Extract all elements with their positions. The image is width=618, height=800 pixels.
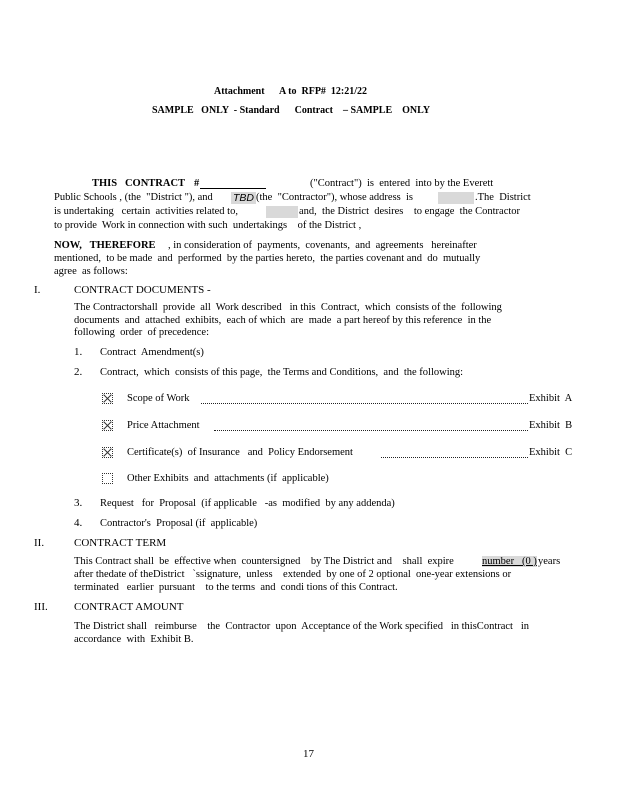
section-3-title: CONTRACT AMOUNT (74, 601, 184, 613)
certificate-insurance-checkbox[interactable] (102, 447, 113, 458)
exhibit-a-ref: Exhibit A (529, 393, 573, 404)
exhibit-c-ref: Exhibit C (529, 447, 573, 458)
section-2-number: II. (34, 537, 45, 549)
exhibit-b-ref: Exhibit B (529, 420, 573, 431)
other-exhibits-checkbox[interactable] (102, 473, 113, 484)
intro-line-2c: .The District (475, 192, 531, 203)
exhibit-c-leader (381, 456, 528, 458)
exhibit-b-leader (214, 429, 528, 431)
section-2-title: CONTRACT TERM (74, 537, 167, 549)
item-4-number: 4. (74, 517, 83, 529)
intro-line-3a: is undertaking certain activities related to, (54, 206, 238, 217)
now-therefore-line-3: agree as follows: (54, 266, 128, 277)
section-2-line-2: after thedate of theDistrict `ssignature, unless extended by one of 2 optional one-year extensions or (74, 569, 512, 580)
scope-of-work-checkbox[interactable] (102, 393, 113, 404)
item-3-text: Request for Proposal (if applicable -as modified by any addenda) (100, 498, 395, 509)
term-years-field: number (0 ) (482, 556, 537, 567)
tbd-value: TBD (233, 192, 254, 204)
now-therefore-label: NOW, THEREFORE (54, 240, 156, 251)
intro-line-3b: and, the District desires to engage the Contractor (299, 206, 521, 217)
section-1-number: I. (34, 284, 41, 296)
page-number: 17 (303, 748, 314, 760)
price-attachment-checkbox[interactable] (102, 420, 113, 431)
exhibit-b-label: Price Attachment (127, 420, 200, 431)
other-exhibits-label: Other Exhibits and attachments (if applicable) (127, 473, 329, 484)
contract-number-blank (200, 188, 266, 189)
section-2-line-3: terminated earlier pursuant to the terms and condi tions of this Contract. (74, 582, 398, 593)
intro-line-1: ("Contract") is entered into by the Everett (310, 178, 494, 189)
section-1-title: CONTRACT DOCUMENTS - (74, 284, 211, 296)
section-1-para-line-1: The Contractorshall provide all Work described in this Contract, which consists of the following (74, 302, 502, 313)
section-2-line-1c: years (538, 556, 561, 567)
section-2-line-1a: This Contract shall be effective when countersigned by The District and shall expire (74, 556, 454, 567)
contract-number-hash: # (194, 178, 200, 189)
exhibit-c-label: Certificate(s) of Insurance and Policy Endorsement (127, 447, 353, 458)
item-3-number: 3. (74, 497, 83, 509)
item-4-text: Contractor's Proposal (if applicable) (100, 518, 258, 529)
intro-line-4: to provide Work in connection with such undertakings of the District , (54, 220, 362, 231)
exhibit-a-label: Scope of Work (127, 393, 190, 404)
header-line-1: Attachment A to RFP# 12:21/22 (214, 86, 368, 97)
section-3-line-1: The District shall reimburse the Contractor upon Acceptance of the Work specified in thisContract in (74, 621, 530, 632)
intro-line-2a: Public Schools , (the "District "), and (54, 192, 213, 203)
activities-field (266, 206, 298, 218)
this-contract-label: THIS CONTRACT (92, 178, 186, 189)
section-3-line-2: accordance with Exhibit B. (74, 634, 194, 645)
item-2-number: 2. (74, 366, 83, 378)
now-therefore-line-1: , in consideration of payments, covenants, and agreements hereinafter (168, 240, 477, 251)
item-2-text: Contract, which consists of this page, the Terms and Conditions, and the following: (100, 367, 464, 378)
intro-line-2b: (the "Contractor"), whose address is (256, 192, 413, 203)
item-1-number: 1. (74, 346, 83, 358)
address-field (438, 192, 474, 204)
now-therefore-line-2: mentioned, to be made and performed by the parties hereto, the parties covenant and do mutually (54, 253, 481, 264)
header-line-2: SAMPLE ONLY - Standard Contract – SAMPLE ONLY (152, 105, 431, 116)
exhibit-a-leader (201, 402, 528, 404)
item-1-text: Contract Amendment(s) (100, 347, 204, 358)
section-1-para-line-2: documents and attached exhibits, each of which are made a part hereof by this reference in the (74, 315, 492, 326)
section-1-para-line-3: following order of precedence: (74, 327, 209, 338)
section-3-number: III. (34, 601, 48, 613)
